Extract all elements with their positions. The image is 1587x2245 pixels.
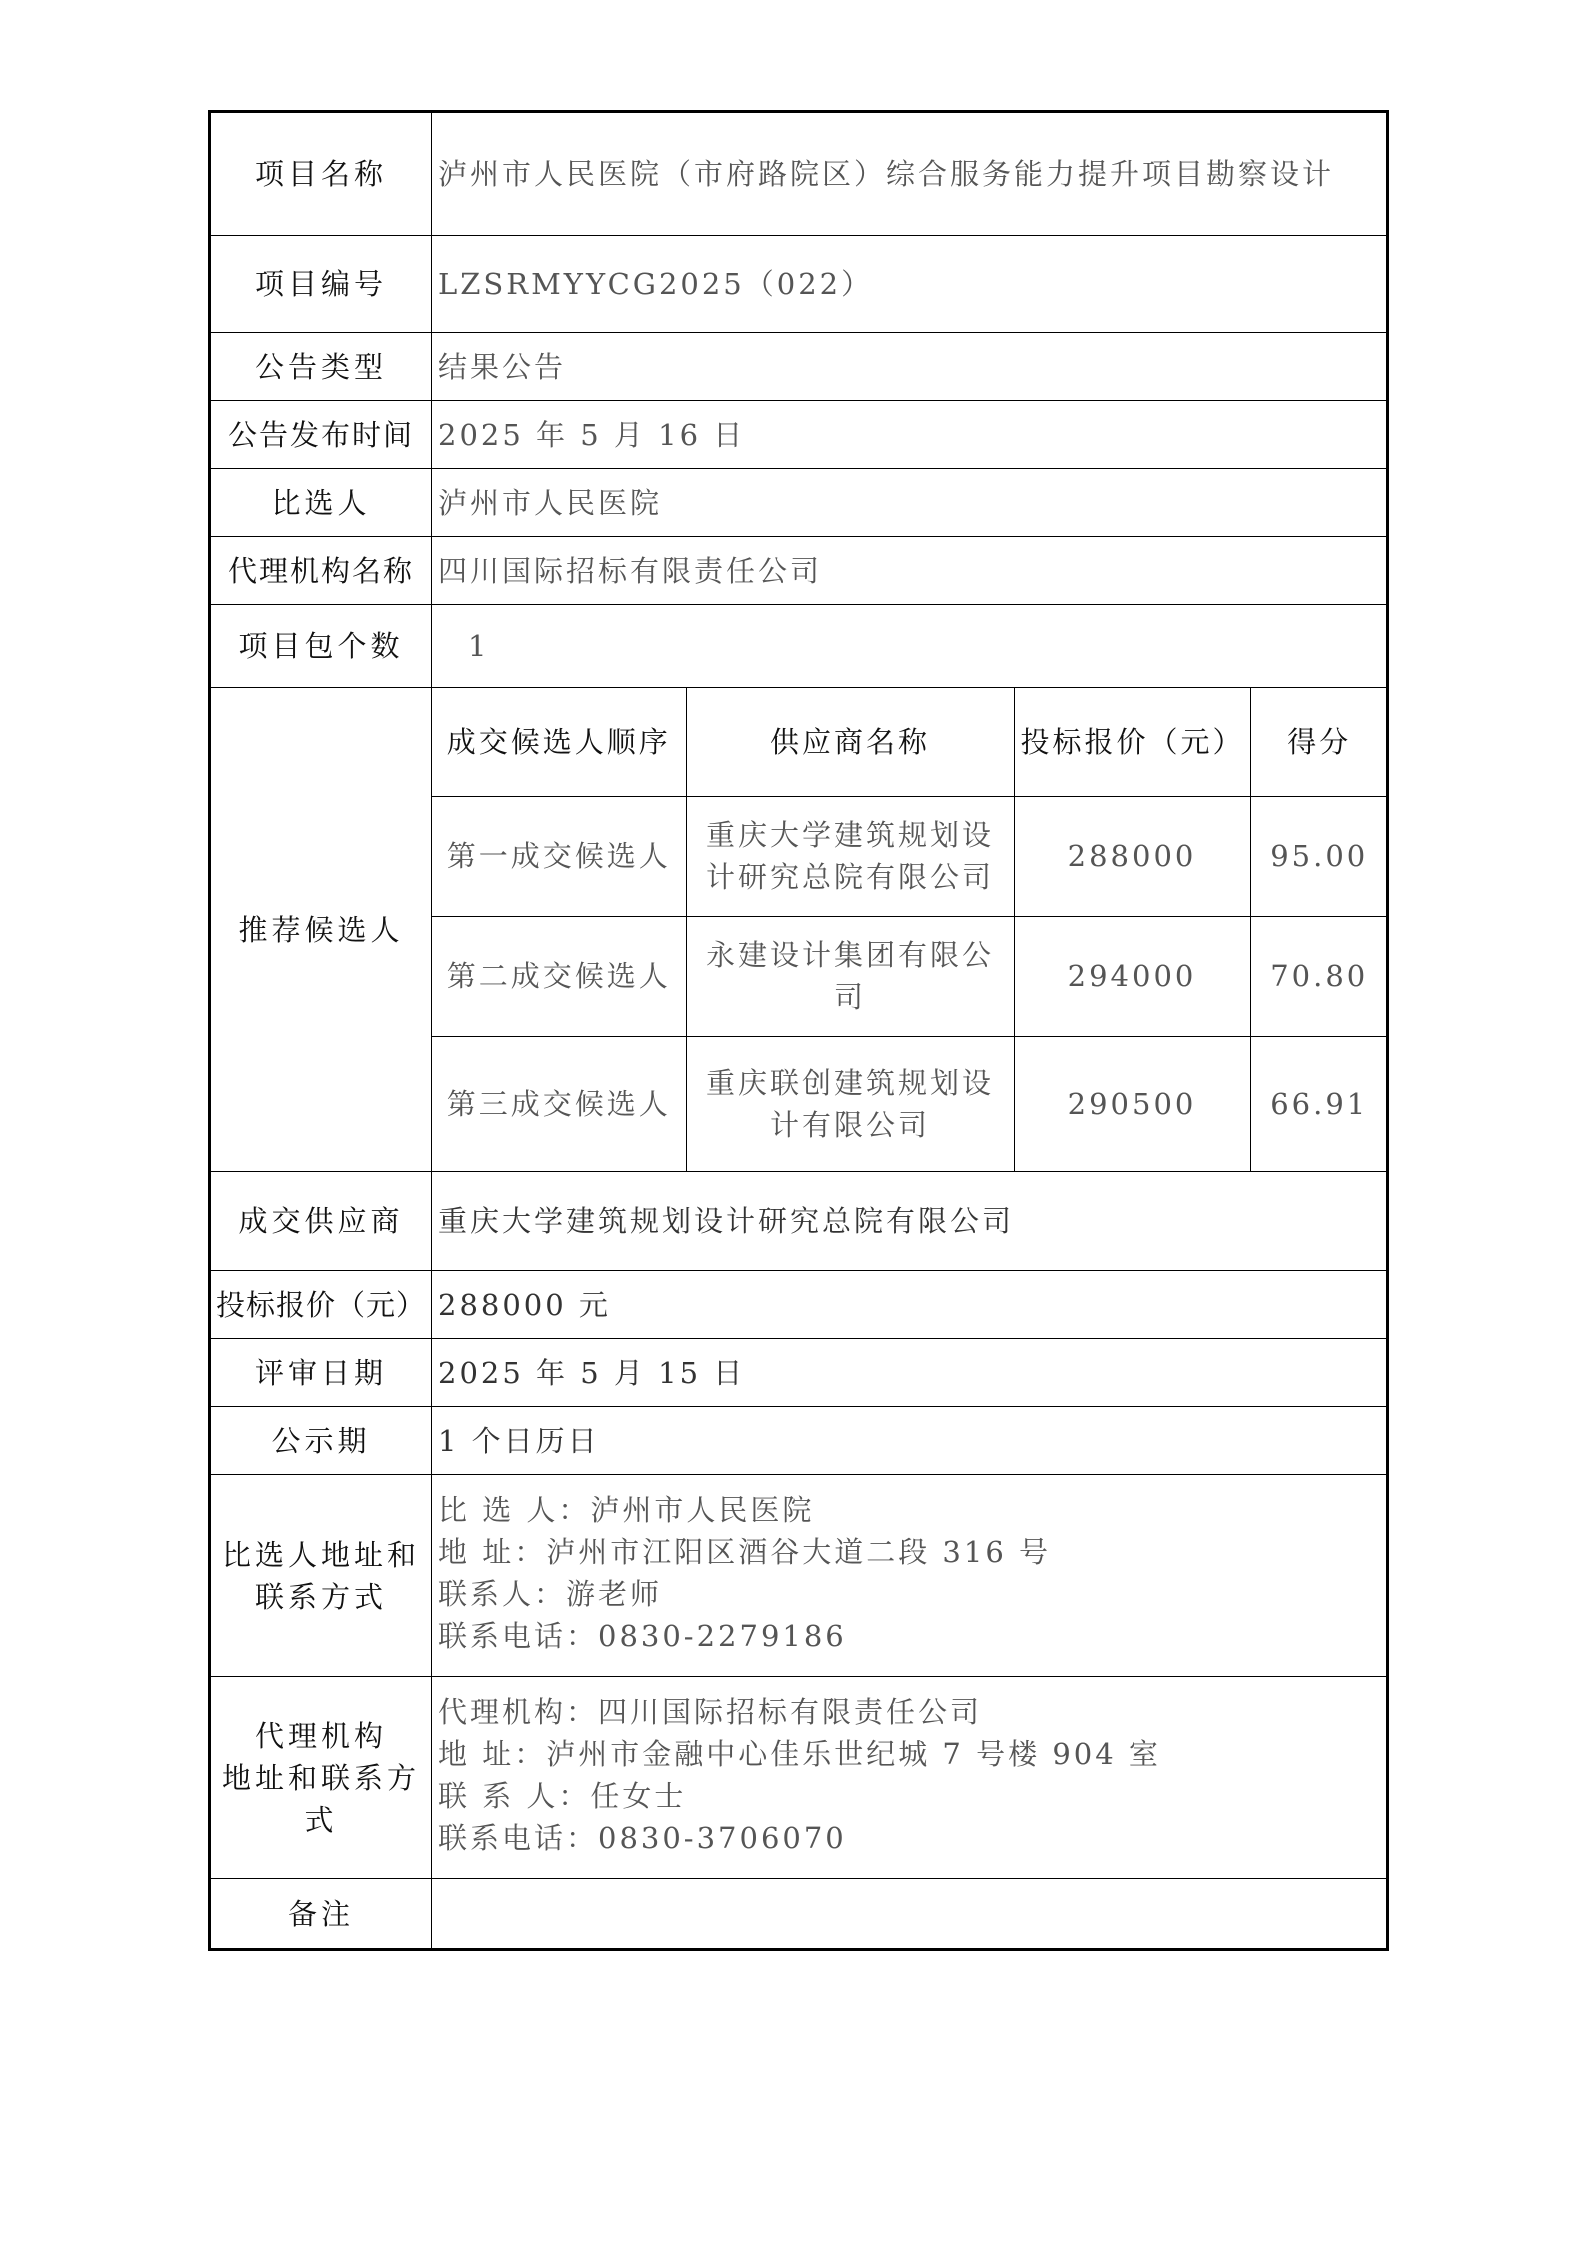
publicity-value: 1 个日历日 <box>432 1407 1388 1475</box>
candidate-supplier: 重庆联创建筑规划设计有限公司 <box>686 1036 1014 1171</box>
candidate-row-3 <box>432 1036 1388 1171</box>
publish-time-label: 公告发布时间 <box>210 401 432 469</box>
deal-supplier-label: 成交供应商 <box>210 1172 432 1271</box>
selector-value: 泸州市人民医院 <box>432 469 1388 537</box>
candidate-price: 290500 <box>1014 1036 1250 1171</box>
agency-contact-value <box>432 1677 1388 1879</box>
selector-contact-line: 联系电话：0830-2279186 <box>438 1619 847 1653</box>
notice-type-label: 公告类型 <box>210 333 432 401</box>
row-agency-contact <box>210 1677 1388 1879</box>
candidate-score: 70.80 <box>1250 916 1388 1036</box>
agency-contact-line: 地 址：泸州市金融中心佳乐世纪城 7 号楼 904 室 <box>438 1737 1161 1771</box>
selector-contact-label-line2: 联系方式 <box>254 1579 387 1614</box>
row-bid-price <box>210 1271 1388 1339</box>
candidate-order: 第三成交候选人 <box>446 1086 671 1121</box>
candidate-order: 第二成交候选人 <box>432 916 686 1036</box>
candidate-row-1 <box>432 796 1388 916</box>
candidate-price: 294000 <box>1014 916 1250 1036</box>
remark-value <box>432 1879 1388 1950</box>
row-project-name <box>210 112 1388 236</box>
row-remark <box>210 1879 1388 1950</box>
project-no-label: 项目编号 <box>210 236 432 333</box>
agency-contact-label-line1: 代理机构 <box>254 1718 387 1753</box>
project-name-value: 泸州市人民医院（市府路院区）综合服务能力提升项目勘察设计 <box>432 112 1388 236</box>
package-count-label: 项目包个数 <box>210 605 432 688</box>
row-agency <box>210 537 1388 605</box>
review-date-label: 评审日期 <box>210 1339 432 1407</box>
candidates-label: 推荐候选人 <box>210 688 432 1172</box>
selector-contact-line: 比 选 人：泸州市人民医院 <box>438 1493 815 1527</box>
row-deal-supplier <box>210 1172 1388 1271</box>
agency-contact-line: 代理机构：四川国际招标有限责任公司 <box>438 1695 983 1729</box>
candidates-table <box>432 688 1388 1171</box>
header-score: 得分 <box>1250 688 1388 796</box>
header-supplier: 供应商名称 <box>686 688 1014 796</box>
candidates-header-row <box>432 688 1388 796</box>
selector-contact-label-line1: 比选人地址和 <box>221 1537 420 1572</box>
row-selector-contact <box>210 1475 1388 1677</box>
header-order: 成交候选人顺序 <box>432 688 686 796</box>
candidate-row-2 <box>432 916 1388 1036</box>
deal-supplier-value: 重庆大学建筑规划设计研究总院有限公司 <box>432 1172 1388 1271</box>
project-name-label: 项目名称 <box>210 112 432 236</box>
selector-contact-label <box>210 1475 432 1677</box>
row-package-count <box>210 605 1388 688</box>
selector-contact-line: 联系人：游老师 <box>438 1577 663 1611</box>
agency-contact-line: 联系电话：0830-3706070 <box>438 1821 847 1855</box>
row-notice-type <box>210 333 1388 401</box>
candidate-supplier: 永建设计集团有限公司 <box>686 916 1014 1036</box>
bid-price-value: 288000 元 <box>432 1271 1388 1339</box>
selector-contact-value <box>432 1475 1388 1677</box>
row-candidates <box>210 688 1388 1172</box>
row-publish-time <box>210 401 1388 469</box>
candidate-price: 288000 <box>1014 796 1250 916</box>
package-count-value: 1 <box>432 605 1388 688</box>
agency-contact-label-line2: 地址和联系方 <box>221 1760 420 1795</box>
row-project-no <box>210 236 1388 333</box>
candidate-order: 第一成交候选人 <box>432 796 686 916</box>
candidate-supplier: 重庆大学建筑规划设计研究总院有限公司 <box>686 796 1014 916</box>
header-price: 投标报价（元） <box>1014 688 1250 796</box>
row-review-date <box>210 1339 1388 1407</box>
result-notice-table <box>208 110 1389 1951</box>
agency-value: 四川国际招标有限责任公司 <box>432 537 1388 605</box>
selector-label: 比选人 <box>210 469 432 537</box>
publish-time-value: 2025 年 5 月 16 日 <box>432 401 1388 469</box>
candidate-score: 95.00 <box>1250 796 1388 916</box>
notice-type-value: 结果公告 <box>432 333 1388 401</box>
row-selector <box>210 469 1388 537</box>
review-date-value: 2025 年 5 月 15 日 <box>432 1339 1388 1407</box>
publicity-label: 公示期 <box>210 1407 432 1475</box>
remark-label: 备注 <box>210 1879 432 1950</box>
project-no-value: LZSRMYYCG2025（022） <box>432 236 1388 333</box>
agency-contact-line: 联 系 人：任女士 <box>438 1779 687 1813</box>
bid-price-label: 投标报价（元） <box>210 1271 432 1339</box>
agency-contact-label <box>210 1677 432 1879</box>
candidate-score: 66.91 <box>1250 1036 1388 1171</box>
selector-contact-line: 地 址：泸州市江阳区酒谷大道二段 316 号 <box>438 1535 1052 1569</box>
agency-label: 代理机构名称 <box>210 537 432 605</box>
row-publicity <box>210 1407 1388 1475</box>
agency-contact-label-line3: 式 <box>304 1802 338 1837</box>
